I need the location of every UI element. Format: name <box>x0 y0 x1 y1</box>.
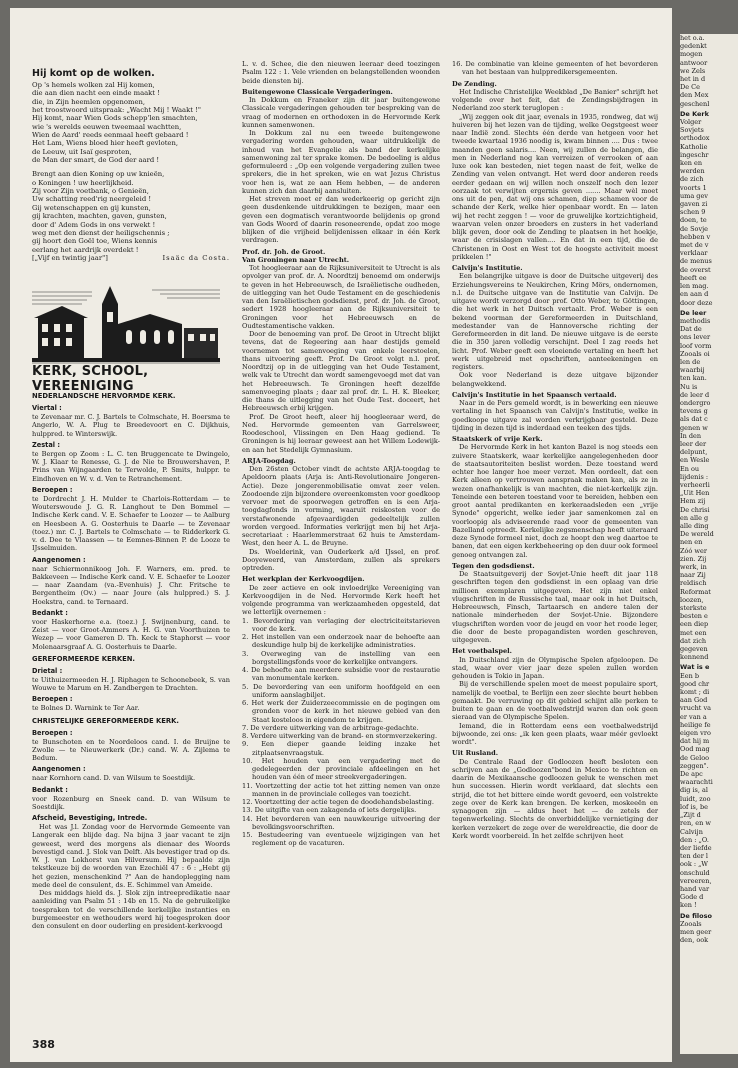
heading-zestal: Zestal : <box>32 440 60 449</box>
fragment-line: len de <box>680 357 701 366</box>
fragment-line: gaven zi <box>680 200 708 209</box>
fragment-line: „Zijt d <box>680 811 701 820</box>
fragment-line: dat hij m <box>680 737 710 746</box>
heading-viertal: Viertal : <box>32 404 62 412</box>
fragment-line: reldisch <box>680 579 707 588</box>
fragment-line: hand var <box>680 884 710 893</box>
poem-line: Uw schatting reed'rig neergeleid ! <box>32 195 152 204</box>
fragment-line: Zóó wer <box>680 546 707 555</box>
fragment-line: tevens g <box>680 407 708 416</box>
fragment-line: als dat c <box>680 415 708 424</box>
fragment-line: eigen vro <box>680 729 711 738</box>
fragment-line: Gode d <box>680 893 704 902</box>
text-afscheid: Het was J.l. Zondag voor de Hervormde Gemeente van Langerak een blijde dag. Na bijna 3 jaar vacant te zijn geweest, werd des morgens als dienaar des Woords bevestigd cand. J. Slok van Delft. Als bevestiger trad op ds. W. J. van Lokhorst van Hilversum. Hij bepaalde zijn tekstkeuze bij de woorden van Ezechiël 47 : 6 : „Hebt gij het gezien, menschenkind ?" Aan de handoplegging nam mede deel de consulent, ds. E. Schimmel van Ameide. <box>32 823 230 889</box>
text-godsdienst: De Staatsuitgeverij der Sovjet-Unie heeft dit jaar 118 geschriften tegen den godsdienst in een oplaag van drie millioen exemplaren uitgegeven. Het zijn niet enkel vlugschriften in de Russische taal, maar ook in het Duitsch, Hebreeuwsch, Finsch, Tartaarsch en andere talen der nationale minderheden der Sovjet-Unie. Bijzondere vlugschriften worden voor de jeugd en voor het roode leger, die door de beste propagandisten worden geschreven, uitgegeven. <box>452 570 658 644</box>
fragment-line: loozen, <box>680 595 704 604</box>
fragment-heading: De Kerk <box>680 109 709 118</box>
fragment-line: der liefde <box>680 843 712 852</box>
poem-stanza-1 <box>32 81 230 164</box>
fragment-line: met een <box>680 628 707 637</box>
text-beroepen-2: te Bolnes D. Warnink te Ter Aar. <box>32 704 140 713</box>
fragment-line: In den <box>680 431 702 440</box>
heading-aangenomen: Aangenomen : <box>32 555 86 564</box>
poem-author: Isaäc da Costa. <box>162 253 230 262</box>
poem-line: gij hoort den Goël toe, Wiens kennis <box>32 237 158 246</box>
fragment-line: waarachti <box>680 778 713 787</box>
heading-nhk: NEDERLANDSCHE HERVORMDE KERK. <box>32 392 176 400</box>
text-drietal: te Uithuizermeeden H. J. Riphagen te Schoonebeek, S. van Wouwe te Marum en H. Zandbergen te Drachten. <box>32 675 230 692</box>
fragment-line: besten e <box>680 612 708 621</box>
fragment-line: De Ce <box>680 83 700 92</box>
fragment-line: methodis <box>680 316 711 325</box>
heading-zending: De Zending. <box>452 79 497 88</box>
text-viertal: te Zevenaar mr. C. J. Bartels te Colmschate, H. Boersma te Angerlo, W. A. Plug te Breedevoort en C. Dijkhuis, hulppred. te Winterswijk. <box>32 413 230 438</box>
list-item: 6. Het werk der Zuiderzeecommissie en de pogingen om gronden voor de kerk in het nieuwe gebied van den Staat kosteloos in eigendom te krijgen. <box>242 699 440 724</box>
fragment-line: Ood mag <box>680 745 710 754</box>
fragment-line: gedenkt <box>680 42 707 51</box>
fragment-line: genen w <box>680 423 708 432</box>
fragment-line: den : „O. <box>680 835 709 844</box>
fragment-line: kennend <box>680 653 709 662</box>
heading-beroepen: Beroepen : <box>32 485 73 494</box>
poem-line: door d' Adem Gods in ons verwekt ! <box>32 220 156 229</box>
text-voetbal-1: In Duitschland zijn de Olympische Spelen afgeloopen. De stad, waar over vier jaar deze spelen zullen worden gehouden is Tokio in Japan. <box>452 655 658 680</box>
poem-stanza-2 <box>32 170 230 253</box>
fragment-line: ondergro <box>680 398 711 407</box>
heading-staatskerk: Staatskerk of vrije Kerk. <box>452 435 543 443</box>
fragment-line: doen, te <box>680 216 707 225</box>
fragment-line: het o.a. <box>680 34 705 42</box>
list-item: 13. De uitgifte van een zakagenda of iets dergelijks. <box>242 806 417 815</box>
fragment-line: de Geloo <box>680 753 710 762</box>
text-intro: L. v. d. Schee, die den nieuwen leeraar deed toezingen Psalm 122 : 1. Vele vrienden en belangstellenden woonden beide diensten bij. <box>242 60 440 85</box>
list-item: 2. Het instellen van een onderzoek naar de behoefte aan deskundige hulp bij de kerkelijke administraties. <box>242 633 440 650</box>
text-bedankt-3: voor Rozenburg en Sneek cand. D. van Wilsum te Soestdijk. <box>32 794 230 811</box>
fragment-line: Een b <box>680 671 700 680</box>
text-arja-2: Ds. Woelderink, van Ouderkerk a/d IJssel, en prof. Dooyeweerd, van Amsterdam, zullen als sprekers optreden. <box>242 547 440 572</box>
text-voetbal-2: Bij de verschillende spelen moet de meest populaire sport, namelijk de voetbal, te Berlijn een zeer slechte beurt hebben gemaakt. De verruwing op dit gebied schijnt alle perken te buiten te gaan en de voetbalwedstrijd waren dan ook geen sieraad van de Olympische Spelen. <box>452 680 658 722</box>
fragment-line: de zich <box>680 175 704 184</box>
text-institutie-2: Ook voor Nederland is deze uitgave bijzonder belangwekkend. <box>452 371 658 388</box>
fragment-line: verheerli <box>680 480 710 489</box>
fragment-line: ingeschr <box>680 150 709 159</box>
heading-voetbal: Het voetbalspel. <box>452 647 512 656</box>
fragment-line: en Wesle <box>680 456 710 465</box>
poem-line: eerlang het aardrijk overdekt ! <box>32 245 139 254</box>
fragment-line: luidt, zoo <box>680 794 711 803</box>
poem-title: Hij komt op de wolken. <box>32 68 155 79</box>
text-spaansch: Naar in de Pers gemeld wordt, is in bewerking een nieuwe vertaling in het Spaansch van Calvijn's Institutie, welke in goedkoope uitgave zal worden verkrijgbaar gesteld. Deze tijding in dezen tijd is inderdaad een teeken des tijds. <box>452 399 658 432</box>
heading-arja: ARJA-Toogdag. <box>242 456 296 465</box>
list-item: 12. Voortzetting der actie tegen de doodehandsbelasting. <box>242 798 434 806</box>
fragment-line: onschuld <box>680 868 710 877</box>
fragment-line: delpunt, <box>680 448 708 457</box>
text-zending-2: „Wij zeggen ook dit jaar, evenals in 1935, rondweg, dat wij huiveren bij het lezen van de tijding, welke Oegstgeest weer naar Indië zond. Slechts één derde van hetgeen voor het tweede kwartaal 1936 noodig is, kwam binnen .... Dus : twee maanden geen salaris.... Neen, wij zullen de belangen, die men in Nederland nog kan verreizen of verrooken of aan luxe ook kan besteden, niet tegen naast de feit, welke de Zending van velen ontvangt. Het werd door anderen reeds eerder gedaan en wij willen noch onszelf noch den lezer oorzaak tot verwijten ergernis geven ....... Maar wèl moet ons uit de pen, dat wij ons schamen, diep schamen voor de schande der Kerk, welke hier openbaar wordt. En — laten wij het recht zeggen ! — voor de gruwelijke kortzichtigheid, waarvan velen onzer broeders en zusters in het vaderland blijk geven, door ook de Zending te plaatsen in het hoekje, waar de crisislagen vallen.... En dat in een tijd, die de Christenen in Oost en West tot de hoogste activiteit moest prikkelen !" <box>452 112 658 261</box>
text-rusland: De Centrale Raad der Godloozen heeft besloten een schrijven aan de „Godloozen"bond in Mexico te richten en daarin de Mexikaansche godloozen geluk te wenschen met hun successen. Hierin wordt verklaard, dat slechts een strijd, die tot het bittere einde wordt gevoerd, een volstrekte zege over de Kerk kan brengen. De kerken, moskeeën en synagogen zijn — aldus heet het — de zetels der tegenwerkeling. Slechts de onverbiddelijke vernietiging der kerken verzekert de zege over de wereldreactie, die door de Kerk wordt voorbereid. In het zelfde schrijven heet <box>452 757 658 840</box>
poem-line: de Man der smart, de God der aard ! <box>32 156 160 165</box>
poem-line: weg met den dienst der heiligschennis ; <box>32 228 170 237</box>
fragment-line: En ou <box>680 464 700 473</box>
fragment-line: Dat de <box>680 325 702 334</box>
section-banner: KERK, SCHOOL, VEREENIGING <box>32 364 149 394</box>
poem-line: Zij voor Zijn voetbank, o Genieën, <box>32 187 149 196</box>
fragment-line: gegeven <box>680 645 708 654</box>
fragment-line: ons lever <box>680 333 711 342</box>
heading-afscheid: Afscheid, Bevestiging, Intrede. <box>32 814 148 822</box>
fragment-line: good chr <box>680 679 710 688</box>
fragment-line: de overst <box>680 265 711 274</box>
poem-signature <box>32 254 230 262</box>
fragment-line: geschenl <box>680 99 710 108</box>
poem-line: Wien de Aard' reeds eenmaal heeft gebaard ! <box>32 131 189 140</box>
text-bedankt: voor Haskerhorne e.a. (toez.) J. Swijnenburg, cand. te Zeist — voor Groot-Ammers A. H. G. van Voorthuizen te Wezep — voor Gameren D. Th. Keck te Staphorst — voor Molenaarsgraaf A. G. Oosterhuis te Daarle. <box>32 617 230 651</box>
poem-source: [„Vijf en twintig jaar"] <box>32 253 108 262</box>
fragment-line: en aan d <box>680 290 709 299</box>
list-item: 3. Overweging van de instelling van een borgstellingsfonds voor de kerkelijke ontvangers. <box>242 649 440 666</box>
list-item: 7. De verdere uitwerking van de arbitrage-gedachte. <box>242 723 419 732</box>
fragment-line: lof is, be <box>680 802 709 811</box>
fragment-line: de leer d <box>680 390 710 399</box>
poem-line: het troostwoord uitspraak: „Wacht Mij ! Waakt !" <box>32 106 201 115</box>
adjacent-page-fragment <box>680 34 738 1054</box>
text-werkplan: De zeer actieve en ook invloedrijke Vereeniging van Kerkvoogdijen in de Ned. Hervormde Kerk heeft het volgende programma van werkzaamheden opgesteld, dat we letterlijk overnemen : <box>242 583 440 617</box>
heading-drietal: Drietal : <box>32 666 63 675</box>
text-aangenomen: naar Schiermonnikoog Joh. F. Warners, em. pred. te Bakkeveen — Indische Kerk cand. V. E. Schaefer te Loozer — naar Zaandam (va.-Evenhuis) J. Chr. Fritsche te Bergentheim (Ov.) — naar Joure (als hulppred.) S. J. Hoekstra, cand. te Ternaard. <box>32 564 230 606</box>
list-item: 11. Voortzetting der actie tot het zitting nemen van onze mannen in de provinciale colleges van toezicht. <box>242 781 440 798</box>
list-item: 4. De behoefte aan meerdere subsidie voor de restauratie van monumentale kerken. <box>242 666 440 683</box>
heading-beroepen-3: Beroepen : <box>32 728 73 737</box>
column-3 <box>452 60 658 840</box>
church-news-column <box>32 388 230 930</box>
fragment-line: ren, en w <box>680 819 711 828</box>
poem <box>32 68 230 262</box>
list-item: 9. Een dieper gaande leiding inzake het zitplaatsenvraagstuk. <box>242 740 440 757</box>
fragment-line: een diep <box>680 620 709 629</box>
heading-godsdienst: Tegen den godsdienst. <box>452 561 535 570</box>
fragment-line: ook : „W <box>680 860 708 869</box>
fragment-line: aan God <box>680 696 708 705</box>
fragment-line: ken ! <box>680 901 697 910</box>
text-zending-1: Het Indische Christelijke Weekblad „De Banier" schrijft het volgende over het feit, dat de Zendingsbijdragen in Nederland zoo sterk teruglopen : <box>452 87 658 113</box>
fragment-line: „Uit Hen <box>680 489 710 498</box>
poem-line: Brengt aan dien Koning op uw knieën, <box>32 170 165 179</box>
fragment-line: dat zich <box>680 636 707 645</box>
werkplan-list <box>242 617 440 848</box>
poem-line: Het Lam, Wiens bloed hier heeft gevloten, <box>32 139 178 148</box>
text-voetbal-3: Iemand, die in Rotterdam eens een voetbalwedstrijd bijwoonde, zei ons: „ik ken geen plaats, waar méér gevloekt wordt". <box>452 721 658 746</box>
heading-de-groot: Prof. dr. Joh. de Groot. <box>242 247 326 256</box>
fragment-line: Katholie <box>680 142 708 151</box>
text-beroepen-3: te Bunschoten en te Noordeloos cand. I. de Bruijne te Zwolle — te Nieuwerkerk (Dr.) cand. W. A. Zijlema te Bedum. <box>32 737 230 762</box>
fragment-line: waarbij <box>680 366 705 375</box>
fragment-line: we Zels <box>680 66 706 75</box>
text-afscheid-2: Des middags hield ds. J. Slok zijn intreepredikatie naar aanleiding van Psalm 51 : 14b en 15. Na de gebruikelijke toespraken tot de verschillende kerkelijke instanties en burgemeester en wethouders werd hij toegesproken door den consulent en door ouderling en president-kerkvoogd <box>32 889 230 930</box>
poem-line: Hij komt, naar Wien Gods schepp'len smachten, <box>32 114 198 123</box>
fragment-line: Zooals oi <box>680 349 710 358</box>
fragment-line: lijdenis : <box>680 472 709 481</box>
poem-line: die aan dien nacht een einde maakt ! <box>32 89 160 98</box>
text-beroepen: te Dordrecht J. H. Mulder te Charlois-Rotterdam — te Wouterswoude J. G. R. Langhout te Den Bommel — Indische Kerk cand. V. E. Schaefer te Loozer — te Aalburg en Heesbeen A. G. Oosterhuis te Daarle — te Zevenaar (toez.) mr. C. J. Bartels te Colmschate — te Ridderkerk G. v. d. Dee te Vlaassen — te Eemnes-Binnen P. de Looze te IJsselmuiden. <box>32 494 230 553</box>
newspaper-page <box>10 8 672 1062</box>
list-item: 16. De combinatie van kleine gemeenten of het bevorderen van het bestaan van hulppredikersgemeenten. <box>452 60 658 77</box>
list-item: 15. Bestudeering van eventueele wijzigingen van het reglement op de vacaturen. <box>242 831 440 848</box>
fragment-line: De apc <box>680 770 703 779</box>
list-item: 1. Bevordering van verlaging der electriciteitstarieven voor de kerk. <box>242 616 440 633</box>
fragment-line: Calvijn <box>680 827 703 836</box>
fragment-line: naar Zij <box>680 571 706 580</box>
fragment-line: men geer <box>680 927 712 936</box>
heading-beroepen-2: Beroepen : <box>32 695 73 704</box>
fragment-line: leer der <box>680 439 707 448</box>
fragment-line: nen en <box>680 538 703 547</box>
fragment-line: De chrisi <box>680 505 710 514</box>
fragment-line: voorts 1 <box>680 183 707 192</box>
subheading-de-groot: Van Groningen naar Utrecht. <box>242 255 350 264</box>
text-zestal: te Bergen op Zoom : L. C. ten Bruggencate te Dwingelo, W. J. Klaar te Renesse, G. J. de Nie te Brouwershaven, P. Prins van Wijngaarden te Terwolde, P. Smits, hulppr. te Eindhoven en W. v. d. Ven te Retranchement. <box>32 449 230 483</box>
text-de-groot-2: Door de benoeming van prof. De Groot in Utrecht blijkt tevens, dat de Regeering aan haar destijds gemeld voornemen tot samenvoeging van enkele leerstoelen, thans uitvoering geeft. Prof. De Groot volgt n.l. prof. Noordtzij op in de uitlegging van het Oude Testament, welk vak te Utrecht dan wordt samengevoegd met dat van het Hebreeuwsch. Te Groningen heeft dezelfde samenvoeging plaats ; daar zal prof. dr. L. H. K. Bleeker, die thans de uitlegging van het Oude Test. doceert, het Hebreeuwsch erbij krijgen. <box>242 330 440 413</box>
text-aangenomen-3: naar Kornhorn cand. D. van Wilsum te Soestdijk. <box>32 774 196 783</box>
fragment-line: Reformat <box>680 587 711 596</box>
heading-rusland: Uit Rusland. <box>452 749 499 758</box>
fragment-line: vereeren, <box>680 876 712 885</box>
text-de-groot-1: Tot hoogleeraar aan de Rijksuniversiteit te Utrecht is als opvolger van prof. dr. A. Noordtzij benoemd om onderwijs te geven in het Hebreeuwsch, de Israëlietische oudheden, de uitlegging van het Oude Testament en de geschiedenis van den Israëlietischen godsdienst, prof. dr. Joh. de Groot, sedert 1928 hoogleeraar aan de Rijksuniversiteit te Groningen voor het Hebreeuwsch en de Oudtestamentische vakken. <box>242 264 440 330</box>
poem-line: die, in Zijn heemlen opgenomen, <box>32 97 146 106</box>
list-item: 8. Verdere uitwerking van de brand- en stormverzekering. <box>242 732 438 740</box>
fragment-line: zeggen". <box>680 761 709 770</box>
fragment-line: hebben v <box>680 232 711 241</box>
text-arja-1: Den 26sten October vindt de achtste ARJA-toogdag te Apeldoorn plaats (Arja is: Anti-Revolutionaire Jongeren-Actie). Deze jongerenmobilisatie omvat zeer velen. Zoodoende zijn bijzondere overeenkomsten voor goedkoop vervoer met de spoorwegen getroffen en is een Arja-toogdagfonds in vorming, waaruit reiskosten voor de verstafwonende afgevaardigden gedeeltelijk zullen worden vergoed. Informaties verkrijgt men bij het Arja-secretariaat : Haarlemmerstraat 62 huis te Amsterdam-West, den heer A. L. de Bruyne. <box>242 465 440 548</box>
list-item: 14. Het bevorderen van een nauwkeurige uitvoering der bevolkingsvoorschriften. <box>242 814 440 831</box>
fragment-line: Zooals <box>680 919 702 928</box>
fragment-line: met de v <box>680 241 709 250</box>
poem-line: wie 's werelds eeuwen tweemaal wachtten, <box>32 122 182 131</box>
fragment-line: werden <box>680 167 705 176</box>
fragment-line: Nu is <box>680 382 698 391</box>
list-item: 10. Het houden van een vergadering met de gedelegeerden der provinciale afdeelingen en het houden van één of meer streekvergaderingen. <box>242 756 440 782</box>
fragment-heading: Wat is e <box>680 663 710 672</box>
fragment-line: dig is, al <box>680 786 708 795</box>
fragment-line: loof vorm <box>680 341 712 350</box>
column-2 <box>242 60 440 848</box>
fragment-line: zien. Zij <box>680 554 707 563</box>
fragment-line: orthodox <box>680 134 710 143</box>
text-institutie-1: Een belangrijke uitgave is door de Duitsche uitgeverij des Erziehungsvereins te Neukirchen, Kring Mörs, ondernomen, n.l. de Duitsche uitgave van de Institutie van Calvijn. De uitgave wordt verzorgd door prof. Otto Weber, te Göttingen, die het werk in het Duitsch vertaalt. Prof. Weber is een bekend voorman der Gereformeerden in Duitschland, medestander van de Hannoversche richting der Gereformeerden in dit land. De nieuwe uitgave is de eerste die in 350 jaren volledig verschijnt. Deel I zag reeds het licht. Prof. Weber geeft een vloeiende vertaling en heeft het werk uitgebreid met opschriften, aanteekeningen en registers. <box>452 272 658 371</box>
fragment-line: vrucht va <box>680 704 712 713</box>
heading-aangenomen-3: Aangenomen : <box>32 765 86 774</box>
heading-bedankt-3: Bedankt : <box>32 785 68 794</box>
poem-line: Gij wetenschappen en gij kunsten, <box>32 203 151 212</box>
poem-line: de Leeuw, uit Isaï gesproten, <box>32 147 132 156</box>
text-classicale-2: In Dokkum zal nu een tweede buitengewone vergadering worden gehouden, waar uitdrukkelijk de inhoud van het Evangelie als band der kerkelijke samenwoning zal ter sprake komen. De bedoeling is aldus geformuleerd : „Op een volgende vergadering zullen twee sprekers, die in het spreken, wie en wat Jezus Christus voor hen is, wat ze aan Hem hebben, — de anderen kunnen zich dan daarbij aansluiten. <box>242 129 440 195</box>
heading-gk: GEREFORMEERDE KERKEN. <box>32 654 136 663</box>
church-school-logo-illustration <box>32 284 220 364</box>
text-classicale-3: Het streven moet er dan wederkeerig op gericht zijn geen dusdenkende uitdrukkingen te bezigen, maar een geven een dogmatisch verantwoorde belijdenis op grond van Gods Woord of daarin resoneerende, opdat zoo moge blijken of die vrijheid belijdenissen elkaar in één Kerk verdragen. <box>242 195 440 245</box>
heading-spaansch: Calvijn's Institutie in het Spaansch vertaald. <box>452 390 617 399</box>
text-classicale-1: In Dokkum en Franeker zijn dit jaar buitengewone Classicale vergaderingen gehouden ter bespreking van de vraag of modernen en orthodoxen in de Hervormde Kerk kunnen samenwonen. <box>242 96 440 129</box>
fragment-line: Hem zij <box>680 497 706 506</box>
heading-bedankt: Bedankt : <box>32 608 68 617</box>
poem-line: gij krachten, machten, gaven, gunsten, <box>32 212 167 221</box>
fragment-line: en alle g <box>680 513 709 522</box>
poem-line: Op 's hemels wolken zal Hij komen, <box>32 81 155 89</box>
fragment-line: ten kan. <box>680 374 707 383</box>
fragment-line: De wereld <box>680 530 714 539</box>
list-item: 5. De bevordering van een uniform hoofdgeld en een uniform aanslagbiljet. <box>242 682 440 699</box>
fragment-line: den Mex <box>680 91 709 100</box>
fragment-line: schen 9 <box>680 208 706 217</box>
fragment-line: het in d <box>680 75 706 84</box>
fragment-line: ten der l <box>680 852 708 861</box>
heading-classicale: Buitengewone Classicale Vergaderingen. <box>242 87 393 96</box>
fragment-line: verklaar <box>680 249 708 258</box>
fragment-line: komt ; di <box>680 688 710 697</box>
fragment-heading: De leer <box>680 308 707 317</box>
heading-cgk: CHRISTELIJKE GEREFORMEERDE KERK. <box>32 716 179 725</box>
fragment-line: de Sovje <box>680 224 708 233</box>
heading-institutie: Calvijn's Institutie. <box>452 264 523 272</box>
text-de-groot-3: Prof. De Groot heeft, aleer hij hoogleeraar werd, de Ned. Hervormde gemeenten van Garrelsweer, Roodeschool, Vlissingen en Den Haag gediend. Te Groningen is hij leeraar geweest aan het Willem Lodewijk- en aan het Stedelijk Gymnasium. <box>242 412 440 454</box>
fragment-line: mogen <box>680 50 703 59</box>
fragment-line: door deze <box>680 298 713 307</box>
fragment-line: Volger <box>680 118 702 127</box>
fragment-line: Sovjets <box>680 126 704 135</box>
poem-line: o Koningen ! uw heerlijkheid. <box>32 178 134 187</box>
heading-werkplan: Het werkplan der Kerkvoogdijen. <box>242 575 365 584</box>
text-staatskerk: De Hervormde Kerk in het kanton Bazel is nog steeds een zuivere Staatskerk, waar kerkelijke aangelegenheden door de staatsautoriteiten beslist worden. Deze toestand werd echter hoe langer hoe meer verzet. Men oordeelt, dat een Kerk alleen op vertrouwen aanspraak maken kan, als ze in wezen onafhankelijk is van machten, die niet-kerkelijk zijn. Teneinde een beteren toestand voor te bereiden, hebben een groot aantal predikanten en kerkeraadsleden een „vrije Synode" opgericht, welke ieder jaar samenkomen zal en voorloopig als adviseerende raad voor de gemeenten van Bazelland optreedt. Kerkelijke zegsmenschap heeft uiteraard deze Synode formeel niet, doch ze hoopt den weg daartoe te banen, dat een eigen kerkbeheering op den duur ook formeel genoeg ontvangen zal. <box>452 443 658 559</box>
page-number: 388 <box>32 1038 55 1051</box>
fragment-line: ken en <box>680 159 703 168</box>
fragment-line: de menus <box>680 257 712 266</box>
fragment-line: alle ding <box>680 521 709 530</box>
fragment-heading: De filoso <box>680 911 712 920</box>
fragment-line: uma gev <box>680 191 708 200</box>
fragment-line: heeft ee <box>680 273 707 282</box>
fragment-line: werk, in <box>680 563 707 571</box>
fragment-line: sterkste <box>680 604 707 613</box>
fragment-line: heilige fe <box>680 720 711 729</box>
fragment-line: den, ook <box>680 936 709 945</box>
fragment-line: antwoor <box>680 58 708 67</box>
fragment-line: len mag. <box>680 282 709 291</box>
fragment-line: er van a <box>680 712 707 721</box>
